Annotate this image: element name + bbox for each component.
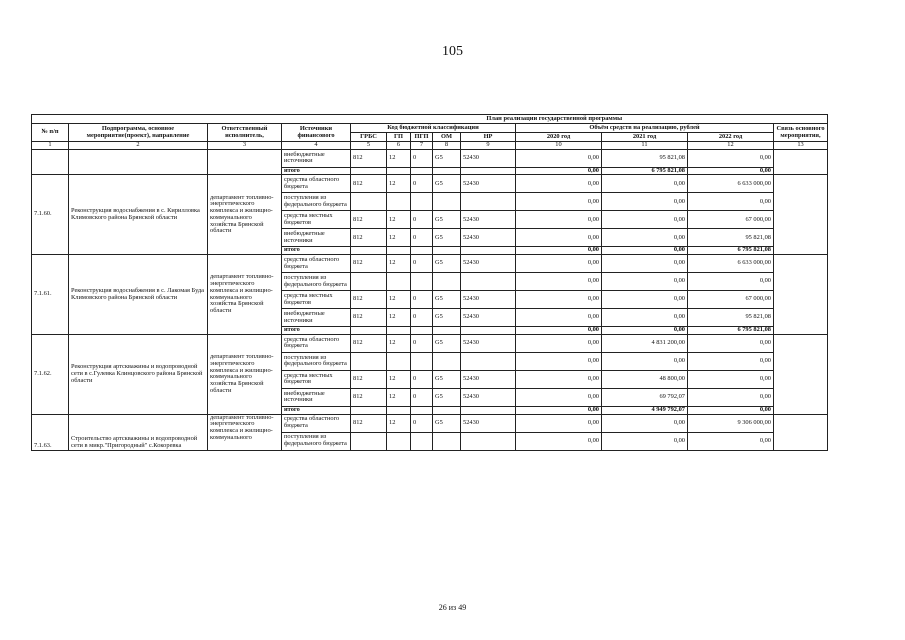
om-cell: G5 (433, 229, 461, 247)
nr-cell: 52430 (461, 414, 516, 432)
nr-cell: 52430 (461, 334, 516, 352)
col-number: 5 (351, 142, 387, 150)
col-header-budget-code: Код бюджетной классификации (351, 124, 516, 133)
nr-cell: 52430 (461, 388, 516, 406)
amount-2022: 0,00 (688, 432, 774, 450)
total-2021: 0,00 (602, 247, 688, 255)
source-cell: средства областного бюджета (282, 175, 351, 193)
amount-2021: 0,00 (602, 175, 688, 193)
pgp-cell: 0 (411, 149, 433, 167)
amount-2022: 0,00 (688, 352, 774, 370)
amount-2020: 0,00 (516, 291, 602, 309)
om-cell: G5 (433, 309, 461, 327)
amount-2020: 0,00 (516, 255, 602, 273)
amount-2021: 95 821,08 (602, 149, 688, 167)
total-2021: 4 949 792,07 (602, 406, 688, 414)
nr-cell: 52430 (461, 255, 516, 273)
gp-cell: 12 (387, 370, 411, 388)
item-name: Реконструкция водоснабжения в с. Кирилловка Климовского района Брянской области (69, 175, 208, 255)
col-header-2020: 2020 год (516, 133, 602, 142)
amount-2020: 0,00 (516, 334, 602, 352)
col-header-pgp: ПГП (411, 133, 433, 142)
item-executor: департамент топливно-энергетического комплекса и жилищно-коммунального хозяйства Брянской области (208, 255, 282, 335)
pgp-cell: 0 (411, 255, 433, 273)
col-number: 1 (32, 142, 69, 150)
total-label: итого (282, 327, 351, 335)
col-header-executor: Ответственный исполнитель, (208, 124, 282, 142)
item-name: Строительство артскважины и водопроводной сети в микр."Пригородный" с.Кокоревка (69, 414, 208, 450)
item-executor: департамент топливно-энергетического комплекса и жилищно-коммунального (208, 414, 282, 450)
col-number: 13 (774, 142, 828, 150)
prev-item-name-cell (69, 149, 208, 175)
source-cell: поступления из федерального бюджета (282, 432, 351, 450)
total-2022: 6 795 821,08 (688, 247, 774, 255)
source-cell: средства местных бюджетов (282, 370, 351, 388)
amount-2022: 6 633 000,00 (688, 175, 774, 193)
link-cell (774, 149, 828, 175)
total-2021: 0,00 (602, 327, 688, 335)
pgp-cell: 0 (411, 309, 433, 327)
col-number: 3 (208, 142, 282, 150)
amount-2022: 67 000,00 (688, 211, 774, 229)
amount-2022: 0,00 (688, 193, 774, 211)
source-cell: внебюджетные источники (282, 149, 351, 167)
total-label: итого (282, 406, 351, 414)
om-cell: G5 (433, 388, 461, 406)
amount-2020: 0,00 (516, 175, 602, 193)
pgp-cell: 0 (411, 414, 433, 432)
source-cell: внебюджетные источники (282, 388, 351, 406)
grbs-cell: 812 (351, 291, 387, 309)
col-header-no: № п/п (32, 124, 69, 142)
nr-cell: 52430 (461, 291, 516, 309)
amount-2021: 0,00 (602, 352, 688, 370)
pgp-cell: 0 (411, 175, 433, 193)
prev-item-executor-cell (208, 149, 282, 175)
total-2022: 0,00 (688, 167, 774, 175)
col-header-gp: ГП (387, 133, 411, 142)
amount-2022: 0,00 (688, 388, 774, 406)
om-cell: G5 (433, 149, 461, 167)
item-no: 7.1.63. (32, 414, 69, 450)
item-name: Реконструкция водоснабжения в с. Лакомая Буда Климовского района Брянской области (69, 255, 208, 335)
grbs-cell: 812 (351, 211, 387, 229)
total-2020: 0,00 (516, 327, 602, 335)
om-cell: G5 (433, 414, 461, 432)
total-2021: 6 795 821,08 (602, 167, 688, 175)
nr-cell: 52430 (461, 211, 516, 229)
link-cell (774, 334, 828, 414)
amount-2021: 0,00 (602, 414, 688, 432)
total-label: итого (282, 247, 351, 255)
source-cell: средства областного бюджета (282, 255, 351, 273)
col-number: 11 (602, 142, 688, 150)
amount-2020: 0,00 (516, 149, 602, 167)
amount-2020: 0,00 (516, 432, 602, 450)
amount-2020: 0,00 (516, 211, 602, 229)
grbs-cell: 812 (351, 149, 387, 167)
gp-cell: 12 (387, 334, 411, 352)
amount-2022: 67 000,00 (688, 291, 774, 309)
amount-2022: 0,00 (688, 334, 774, 352)
col-header-om: ОМ (433, 133, 461, 142)
amount-2021: 0,00 (602, 255, 688, 273)
grbs-cell: 812 (351, 309, 387, 327)
om-cell: G5 (433, 370, 461, 388)
amount-2020: 0,00 (516, 388, 602, 406)
source-cell: внебюджетные источники (282, 309, 351, 327)
page-footer: 26 из 49 (438, 603, 467, 612)
col-number: 9 (461, 142, 516, 150)
amount-2022: 0,00 (688, 370, 774, 388)
col-number: 10 (516, 142, 602, 150)
gp-cell: 12 (387, 175, 411, 193)
source-cell: средства местных бюджетов (282, 211, 351, 229)
source-cell: внебюджетные источники (282, 229, 351, 247)
amount-2020: 0,00 (516, 370, 602, 388)
col-header-2022: 2022 год (688, 133, 774, 142)
pgp-cell: 0 (411, 370, 433, 388)
gp-cell: 12 (387, 291, 411, 309)
grbs-cell: 812 (351, 229, 387, 247)
gp-cell: 12 (387, 255, 411, 273)
amount-2021: 4 831 200,00 (602, 334, 688, 352)
amount-2021: 48 800,00 (602, 370, 688, 388)
item-executor: департамент топливно-энергетического комплекса и жилищно-коммунального хозяйства Брянской области (208, 334, 282, 414)
total-2020: 0,00 (516, 247, 602, 255)
amount-2020: 0,00 (516, 229, 602, 247)
pgp-cell: 0 (411, 211, 433, 229)
pgp-cell: 0 (411, 388, 433, 406)
grbs-cell: 812 (351, 334, 387, 352)
grbs-cell: 812 (351, 370, 387, 388)
col-header-2021: 2021 год (602, 133, 688, 142)
gp-cell: 12 (387, 309, 411, 327)
source-cell: поступления из федерального бюджета (282, 193, 351, 211)
col-number: 8 (433, 142, 461, 150)
col-number: 2 (69, 142, 208, 150)
pgp-cell: 0 (411, 229, 433, 247)
om-cell: G5 (433, 334, 461, 352)
item-executor: департамент топливно-энергетического комплекса и жилищно-коммунального хозяйства Брянской области (208, 175, 282, 255)
total-2020: 0,00 (516, 406, 602, 414)
amount-2021: 0,00 (602, 193, 688, 211)
item-name: Реконструкция артскважины и водопроводной сети в с.Гулевка Клинцовского района Брянской области (69, 334, 208, 414)
grbs-cell: 812 (351, 388, 387, 406)
nr-cell: 52430 (461, 149, 516, 167)
link-cell (774, 255, 828, 335)
col-header-nr: НР (461, 133, 516, 142)
amount-2021: 0,00 (602, 211, 688, 229)
nr-cell: 52430 (461, 175, 516, 193)
total-2022: 6 795 821,08 (688, 327, 774, 335)
amount-2022: 0,00 (688, 273, 774, 291)
gp-cell: 12 (387, 388, 411, 406)
col-number: 7 (411, 142, 433, 150)
item-no: 7.1.61. (32, 255, 69, 335)
amount-2022: 9 306 000,00 (688, 414, 774, 432)
col-number: 4 (282, 142, 351, 150)
item-no: 7.1.62. (32, 334, 69, 414)
total-2020: 0,00 (516, 167, 602, 175)
grbs-cell: 812 (351, 175, 387, 193)
amount-2021: 0,00 (602, 291, 688, 309)
om-cell: G5 (433, 255, 461, 273)
source-cell: поступления из федерального бюджета (282, 273, 351, 291)
col-number: 6 (387, 142, 411, 150)
om-cell: G5 (433, 291, 461, 309)
grbs-cell: 812 (351, 414, 387, 432)
table-title: План реализации государственной программы (282, 115, 828, 124)
amount-2020: 0,00 (516, 414, 602, 432)
gp-cell: 12 (387, 414, 411, 432)
amount-2022: 95 821,08 (688, 309, 774, 327)
amount-2020: 0,00 (516, 309, 602, 327)
source-cell: средства областного бюджета (282, 414, 351, 432)
col-header-grbs: ГРБС (351, 133, 387, 142)
om-cell: G5 (433, 211, 461, 229)
item-no: 7.1.60. (32, 175, 69, 255)
amount-2020: 0,00 (516, 193, 602, 211)
link-cell (774, 175, 828, 255)
pgp-cell: 0 (411, 334, 433, 352)
amount-2021: 0,00 (602, 309, 688, 327)
col-header-source: Источники финансового (282, 124, 351, 142)
nr-cell: 52430 (461, 229, 516, 247)
link-cell (774, 414, 828, 450)
program-plan-table (31, 114, 828, 451)
amount-2022: 0,00 (688, 149, 774, 167)
total-2022: 0,00 (688, 406, 774, 414)
total-label: итого (282, 167, 351, 175)
col-header-volume: Объём средств на реализацию, рублей (516, 124, 774, 133)
col-header-program: Подпрограмма, основное мероприятие(проект), направление (69, 124, 208, 142)
gp-cell: 12 (387, 211, 411, 229)
amount-2021: 0,00 (602, 229, 688, 247)
source-cell: средства областного бюджета (282, 334, 351, 352)
page-number: 105 (442, 44, 463, 59)
nr-cell: 52430 (461, 309, 516, 327)
amount-2021: 69 792,07 (602, 388, 688, 406)
amount-2022: 6 633 000,00 (688, 255, 774, 273)
col-header-link: Связь основного мероприятия, (774, 124, 828, 142)
amount-2021: 0,00 (602, 432, 688, 450)
nr-cell: 52430 (461, 370, 516, 388)
gp-cell: 12 (387, 149, 411, 167)
amount-2020: 0,00 (516, 352, 602, 370)
col-number: 12 (688, 142, 774, 150)
prev-item-no-cell (32, 149, 69, 175)
gp-cell: 12 (387, 229, 411, 247)
grbs-cell: 812 (351, 255, 387, 273)
pgp-cell: 0 (411, 291, 433, 309)
amount-2020: 0,00 (516, 273, 602, 291)
amount-2021: 0,00 (602, 273, 688, 291)
om-cell: G5 (433, 175, 461, 193)
amount-2022: 95 821,08 (688, 229, 774, 247)
source-cell: средства местных бюджетов (282, 291, 351, 309)
source-cell: поступления из федерального бюджета (282, 352, 351, 370)
